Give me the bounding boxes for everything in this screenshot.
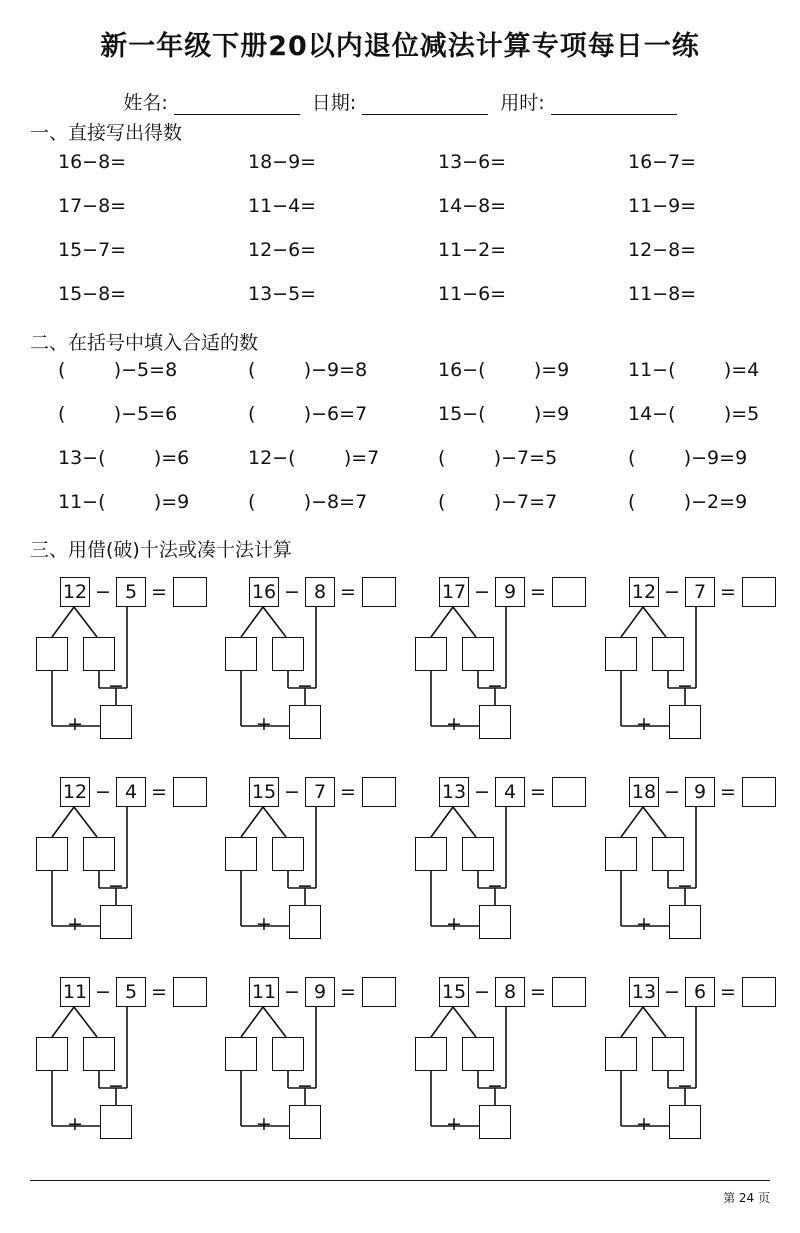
decomposition-diagram (409, 774, 599, 944)
problem-item: 11−4= (248, 195, 317, 217)
minuend-value: 11 (251, 981, 277, 1003)
decomposition-diagram (30, 974, 220, 1144)
split-left-box[interactable] (225, 637, 257, 671)
split-right-box[interactable] (462, 637, 494, 671)
problem-item: 12−6= (248, 239, 317, 261)
equals-sign: = (530, 581, 546, 603)
problem-item: 11−9= (628, 195, 697, 217)
connector-line (52, 1007, 74, 1037)
split-right-box[interactable] (652, 837, 684, 871)
split-left-box[interactable] (36, 637, 68, 671)
split-left-box[interactable] (415, 1037, 447, 1071)
section3-heading: 三、用借(破)十法或凑十法计算 (30, 539, 292, 561)
problem-item: ( )−9=8 (248, 359, 368, 381)
problem-item: 16−( )=9 (438, 359, 570, 381)
plus-sign: + (256, 1113, 272, 1135)
problem-item: ( )−7=7 (438, 491, 558, 513)
problem-item: 16−7= (628, 151, 697, 173)
answer-box[interactable] (173, 577, 207, 607)
connector-line (431, 807, 453, 837)
result-box[interactable] (479, 905, 511, 939)
equals-sign: = (151, 581, 167, 603)
split-left-box[interactable] (415, 637, 447, 671)
equals-sign: = (151, 981, 167, 1003)
connector-line (453, 807, 476, 837)
problem-item: 14−8= (438, 195, 507, 217)
answer-box[interactable] (362, 777, 396, 807)
connector-line (431, 607, 453, 637)
problem-item: 13−5= (248, 283, 317, 305)
student-info-row (0, 88, 800, 115)
minuend-value: 11 (62, 981, 88, 1003)
minuend-value: 12 (62, 781, 88, 803)
subtrahend-value: 8 (313, 581, 327, 603)
split-left-box[interactable] (36, 837, 68, 871)
subtrahend-value: 9 (693, 781, 707, 803)
minus-sign: − (95, 581, 111, 603)
minuend-value: 13 (631, 981, 657, 1003)
equals-sign: = (530, 981, 546, 1003)
problem-item: 15−8= (58, 283, 127, 305)
equals-sign: = (720, 981, 736, 1003)
minus-sign: − (664, 981, 680, 1003)
time-field[interactable] (500, 88, 676, 115)
subtract-sign: − (297, 675, 313, 697)
connector-line (263, 607, 286, 637)
result-box[interactable] (669, 1105, 701, 1139)
connector-line (643, 1007, 666, 1037)
split-right-box[interactable] (272, 837, 304, 871)
section3-diagram-area (0, 560, 800, 1160)
connector-line (263, 1007, 286, 1037)
problem-item: 16−8= (58, 151, 127, 173)
subtract-sign: − (487, 675, 503, 697)
minus-sign: − (664, 781, 680, 803)
page-number: 第 24 页 (723, 1191, 770, 1205)
result-box[interactable] (479, 705, 511, 739)
plus-sign: + (446, 713, 462, 735)
section1-heading: 一、直接写出得数 (30, 122, 183, 144)
split-right-box[interactable] (462, 837, 494, 871)
problem-item: 11−( )=4 (628, 359, 760, 381)
problem-item: 12−( )=7 (248, 447, 380, 469)
problem-item: 15−( )=9 (438, 403, 570, 425)
problem-item: 11−2= (438, 239, 507, 261)
connector-line (621, 807, 643, 837)
split-left-box[interactable] (36, 1037, 68, 1071)
equals-sign: = (720, 781, 736, 803)
subtract-sign: − (108, 875, 124, 897)
name-field[interactable] (123, 88, 299, 115)
split-left-box[interactable] (605, 837, 637, 871)
answer-box[interactable] (742, 977, 776, 1007)
subtrahend-value: 4 (124, 781, 138, 803)
problem-item: 13−6= (438, 151, 507, 173)
connector-line (643, 807, 666, 837)
decomposition-diagram (409, 974, 599, 1144)
subtract-sign: − (487, 875, 503, 897)
equals-sign: = (340, 781, 356, 803)
problem-item: ( )−7=5 (438, 447, 558, 469)
minuend-value: 17 (441, 581, 467, 603)
plus-sign: + (636, 1113, 652, 1135)
connector-line (263, 807, 286, 837)
equals-sign: = (340, 581, 356, 603)
subtract-sign: − (677, 675, 693, 697)
problem-item: ( )−5=6 (58, 403, 178, 425)
footer-divider (30, 1180, 770, 1181)
section2-problem-grid (58, 358, 800, 534)
subtrahend-value: 6 (693, 981, 707, 1003)
minus-sign: − (95, 781, 111, 803)
subtract-sign: − (487, 1075, 503, 1097)
split-left-box[interactable] (415, 837, 447, 871)
problem-item: 12−8= (628, 239, 697, 261)
minuend-value: 12 (62, 581, 88, 603)
connector-line (453, 607, 476, 637)
minus-sign: − (284, 581, 300, 603)
plus-sign: + (67, 913, 83, 935)
split-left-box[interactable] (225, 1037, 257, 1071)
decomposition-diagram (30, 574, 220, 744)
date-blank[interactable] (362, 94, 488, 115)
section1-problem-grid (58, 150, 800, 326)
minuend-value: 13 (441, 781, 467, 803)
plus-sign: + (636, 713, 652, 735)
answer-box[interactable] (362, 577, 396, 607)
problem-item: ( )−6=7 (248, 403, 368, 425)
problem-item: 13−( )=6 (58, 447, 190, 469)
plus-sign: + (256, 913, 272, 935)
connector-line (52, 607, 74, 637)
minus-sign: − (474, 781, 490, 803)
minuend-value: 18 (631, 781, 657, 803)
minus-sign: − (284, 981, 300, 1003)
subtract-sign: − (677, 875, 693, 897)
plus-sign: + (446, 913, 462, 935)
minuend-value: 16 (251, 581, 277, 603)
subtract-sign: − (297, 1075, 313, 1097)
problem-item: 11−8= (628, 283, 697, 305)
problem-item: ( )−5=8 (58, 359, 178, 381)
result-box[interactable] (669, 905, 701, 939)
problem-item: 14−( )=5 (628, 403, 760, 425)
subtrahend-value: 9 (313, 981, 327, 1003)
decomposition-diagram (599, 974, 789, 1144)
connector-line (74, 607, 97, 637)
result-box[interactable] (479, 1105, 511, 1139)
split-right-box[interactable] (462, 1037, 494, 1071)
answer-box[interactable] (173, 777, 207, 807)
date-label: 日期: (311, 92, 357, 114)
problem-item: 11−( )=9 (58, 491, 190, 513)
result-box[interactable] (100, 705, 132, 739)
subtrahend-value: 7 (693, 581, 707, 603)
decomposition-diagram (409, 574, 599, 744)
result-box[interactable] (100, 1105, 132, 1139)
answer-box[interactable] (362, 977, 396, 1007)
connector-line (74, 807, 97, 837)
equals-sign: = (530, 781, 546, 803)
problem-item: 17−8= (58, 195, 127, 217)
connector-line (241, 807, 263, 837)
decomposition-diagram (30, 774, 220, 944)
split-right-box[interactable] (83, 1037, 115, 1071)
name-blank[interactable] (174, 94, 300, 115)
split-right-box[interactable] (652, 637, 684, 671)
subtract-sign: − (297, 875, 313, 897)
answer-box[interactable] (173, 977, 207, 1007)
split-left-box[interactable] (605, 637, 637, 671)
answer-box[interactable] (742, 777, 776, 807)
minus-sign: − (474, 581, 490, 603)
problem-item: ( )−8=7 (248, 491, 368, 513)
time-label: 用时: (500, 92, 545, 114)
minuend-value: 12 (631, 581, 657, 603)
connector-line (74, 1007, 97, 1037)
decomposition-diagram (219, 774, 409, 944)
equals-sign: = (151, 781, 167, 803)
result-box[interactable] (289, 705, 321, 739)
connector-line (621, 1007, 643, 1037)
subtrahend-value: 5 (124, 981, 138, 1003)
answer-box[interactable] (552, 777, 586, 807)
connector-line (241, 1007, 263, 1037)
minuend-value: 15 (441, 981, 467, 1003)
result-box[interactable] (100, 905, 132, 939)
minus-sign: − (474, 981, 490, 1003)
minus-sign: − (664, 581, 680, 603)
problem-item: 15−7= (58, 239, 127, 261)
decomposition-diagram (219, 974, 409, 1144)
split-right-box[interactable] (83, 637, 115, 671)
connector-line (453, 1007, 476, 1037)
subtrahend-value: 5 (124, 581, 138, 603)
plus-sign: + (256, 713, 272, 735)
subtrahend-value: 8 (503, 981, 517, 1003)
split-left-box[interactable] (605, 1037, 637, 1071)
split-left-box[interactable] (225, 837, 257, 871)
subtract-sign: − (677, 1075, 693, 1097)
connector-line (643, 607, 666, 637)
problem-item: ( )−2=9 (628, 491, 748, 513)
equals-sign: = (340, 981, 356, 1003)
decomposition-diagram (599, 574, 789, 744)
name-label: 姓名: (123, 92, 168, 114)
minuend-value: 15 (251, 781, 277, 803)
date-field[interactable] (312, 88, 488, 115)
decomposition-diagram (599, 774, 789, 944)
result-box[interactable] (289, 1105, 321, 1139)
answer-box[interactable] (552, 977, 586, 1007)
plus-sign: + (67, 1113, 83, 1135)
minus-sign: − (284, 781, 300, 803)
subtract-sign: − (108, 675, 124, 697)
plus-sign: + (636, 913, 652, 935)
split-right-box[interactable] (272, 637, 304, 671)
equals-sign: = (720, 581, 736, 603)
problem-item: ( )−9=9 (628, 447, 748, 469)
subtrahend-value: 4 (503, 781, 517, 803)
answer-box[interactable] (742, 577, 776, 607)
connector-line (621, 607, 643, 637)
connector-line (431, 1007, 453, 1037)
connector-line (241, 607, 263, 637)
page-title: 新一年级下册20以内退位减法计算专项每日一练 (100, 31, 700, 62)
minus-sign: − (95, 981, 111, 1003)
split-right-box[interactable] (272, 1037, 304, 1071)
subtrahend-value: 9 (503, 581, 517, 603)
split-right-box[interactable] (652, 1037, 684, 1071)
subtract-sign: − (108, 1075, 124, 1097)
problem-item: 11−6= (438, 283, 507, 305)
problem-item: 18−9= (248, 151, 317, 173)
subtrahend-value: 7 (313, 781, 327, 803)
section2-heading: 二、在括号中填入合适的数 (30, 332, 259, 354)
split-right-box[interactable] (83, 837, 115, 871)
answer-box[interactable] (552, 577, 586, 607)
result-box[interactable] (669, 705, 701, 739)
result-box[interactable] (289, 905, 321, 939)
plus-sign: + (446, 1113, 462, 1135)
plus-sign: + (67, 713, 83, 735)
time-blank[interactable] (551, 94, 677, 115)
decomposition-diagram (219, 574, 409, 744)
connector-line (52, 807, 74, 837)
